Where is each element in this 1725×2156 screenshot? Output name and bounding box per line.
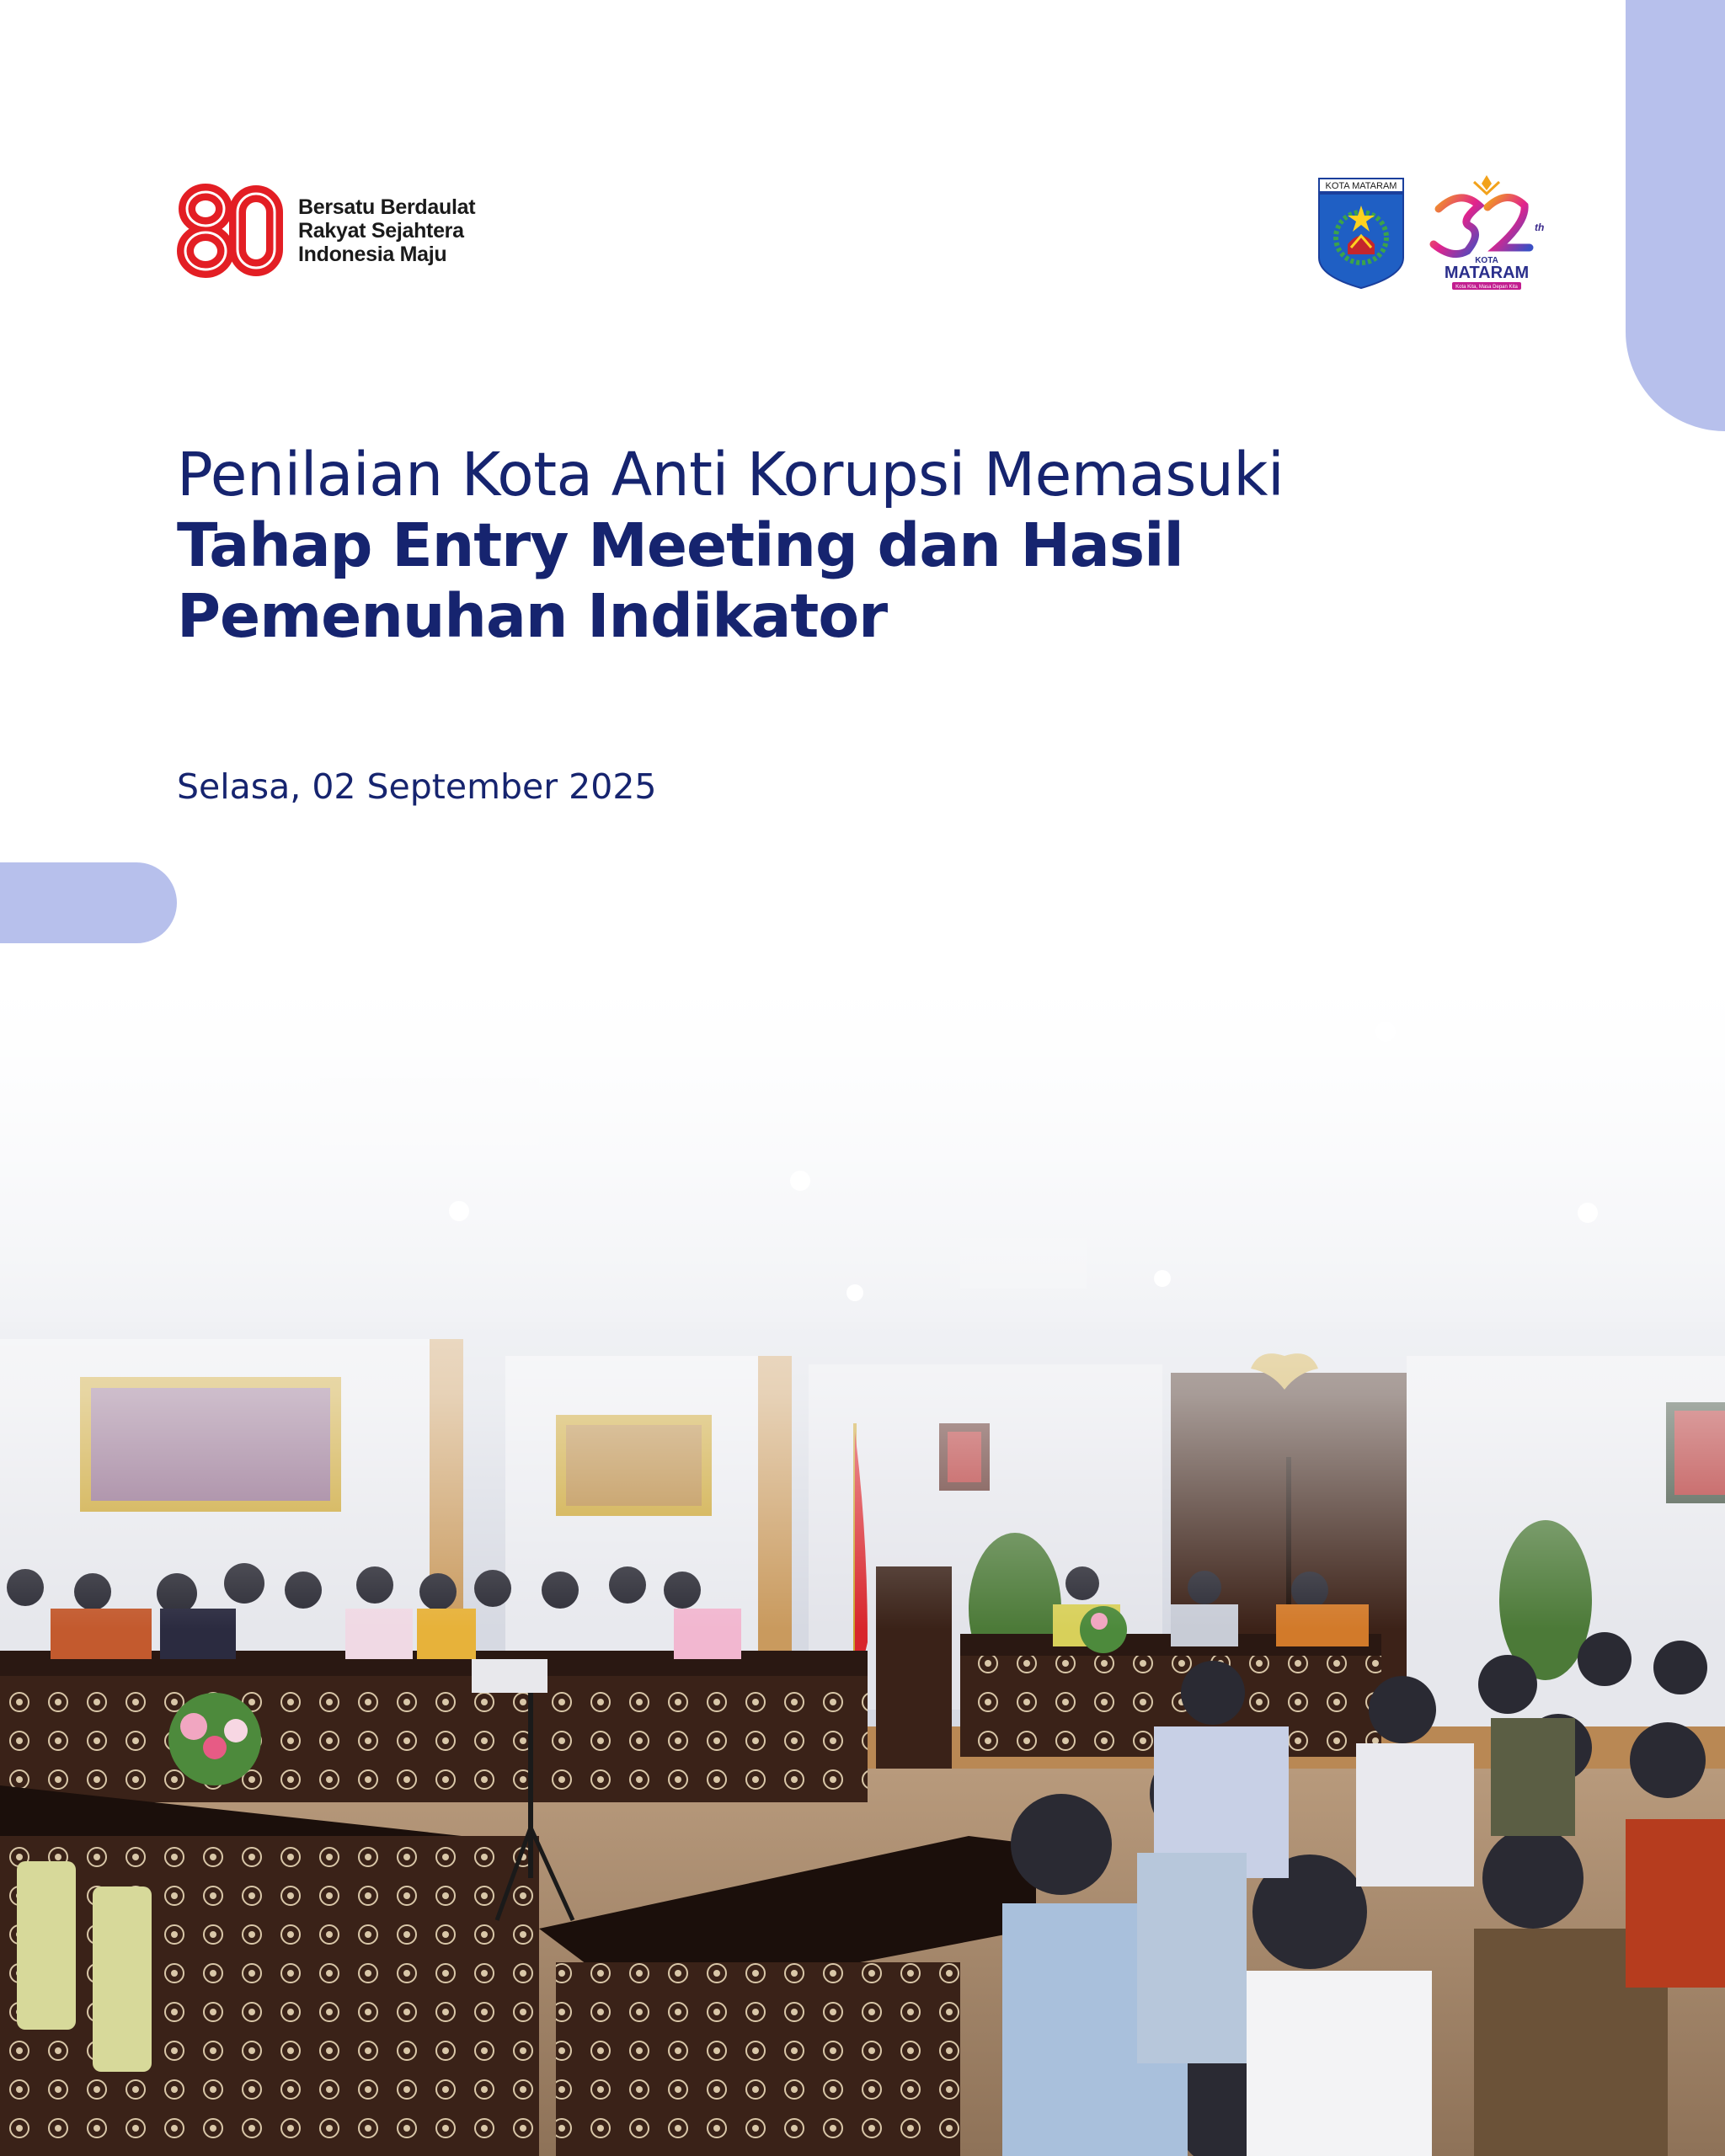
indonesia-80-logo (177, 184, 475, 278)
publish-date: Selasa, 02 September 2025 (177, 766, 657, 807)
headline-line-1: Penilaian Kota Anti Korupsi Memasuki (177, 440, 1284, 510)
tagline-line-3: Indonesia Maju (298, 243, 447, 266)
decorative-side-tab (0, 862, 177, 943)
headline-line-2: Tahap Entry Meeting dan Hasil (177, 510, 1183, 580)
logo-kota: KOTA (1475, 256, 1498, 265)
logo-th: th (1535, 221, 1545, 233)
80-logo-mark (177, 184, 286, 278)
tagline-line-1: Bersatu Berdaulat (298, 195, 476, 219)
decorative-corner-shape (1626, 0, 1725, 431)
mataram-32th-logo (1427, 172, 1546, 291)
logo-slogan: Kota Kita, Masa Depan Kita (1455, 285, 1518, 290)
anniversary-tagline (298, 195, 475, 266)
logo-mataram: MATARAM (1444, 264, 1530, 282)
meeting-room-photo (0, 985, 1725, 2156)
kota-mataram-crest (1317, 177, 1405, 290)
tagline-line-2: Rakyat Sejahtera (298, 219, 464, 243)
crest-label: KOTA MATARAM (1325, 181, 1397, 191)
headline-line-3: Pemenuhan Indikator (177, 581, 888, 651)
headline (177, 440, 1457, 652)
